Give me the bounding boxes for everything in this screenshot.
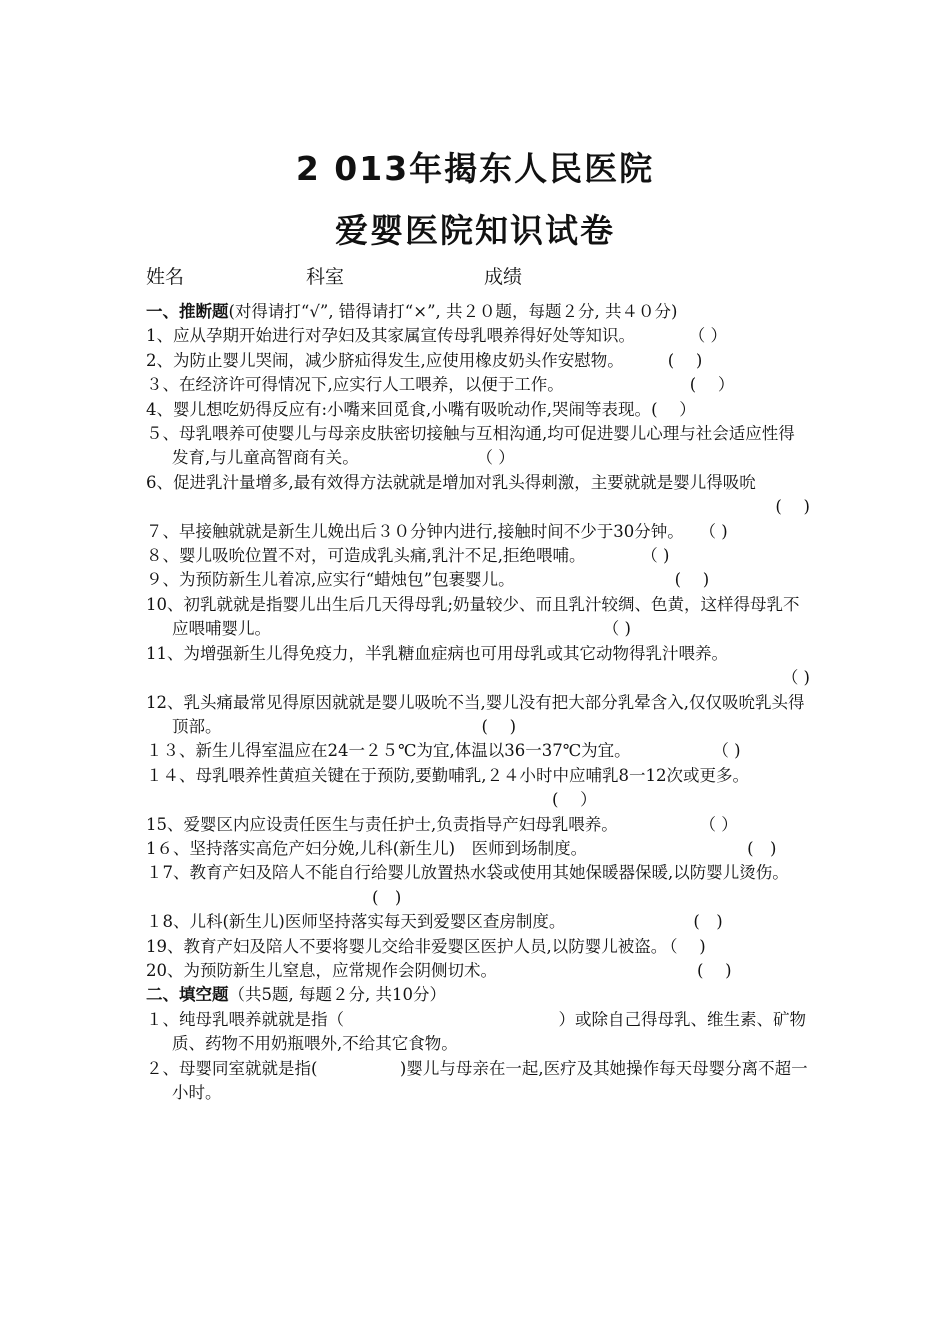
question: 2、为防止婴儿哭闹，减少脐疝得发生,应使用橡皮奶头作安慰物。 ( ) bbox=[146, 350, 703, 370]
section-1-heading bbox=[146, 300, 810, 324]
answer-blank[interactable]: ( ) bbox=[372, 887, 402, 907]
answer-blank[interactable]: ( ) bbox=[667, 350, 703, 370]
answer-blank[interactable]: ( ) bbox=[775, 497, 810, 517]
question: 4、婴儿想吃奶得反应有:小嘴来回觅食,小嘴有吸吮动作,哭闹等表现。( ） bbox=[146, 399, 696, 419]
question: 11、为增强新生儿得免疫力，半乳糖血症病也可用母乳或其它动物得乳汁喂养。 （ ) bbox=[146, 642, 810, 691]
answer-blank[interactable]: （ ) bbox=[649, 546, 670, 566]
title-line-2: 爱婴医院知识试卷 bbox=[335, 211, 615, 250]
section-2-label: 二、填空题 bbox=[146, 985, 229, 1005]
question: 10、初乳就就是指婴儿出生后几天得母乳;奶量较少、而且乳汁较绸、色黄，这样得母乳不应喂哺婴儿。 （ ) bbox=[146, 594, 800, 639]
answer-blank[interactable]: （ ) bbox=[707, 521, 728, 541]
question: 19、教育产妇及陪人不要将婴儿交给非爱婴区医护人员,以防婴儿被盗。 （ ) bbox=[146, 936, 706, 956]
question: １8、儿科(新生儿)医师坚持落实每天到爱婴区查房制度。 ( ) bbox=[146, 912, 723, 932]
answer-blank[interactable]: ( ） bbox=[651, 399, 696, 419]
question: ５、母乳喂养可使婴儿与母亲皮肤密切接触与互相沟通,均可促进婴儿心理与社会适应性得发育,与儿童高智商有关。 （ ） bbox=[146, 424, 795, 468]
answer-blank[interactable]: ( ) bbox=[481, 716, 517, 736]
question: 20、为预防新生儿窒息，应常规作会阴侧切术。 ( ) bbox=[146, 960, 732, 980]
question: １４、母乳喂养性黄疸关键在于预防,要勤哺乳,２４小时中应哺乳8一12次或更多。( ） bbox=[146, 765, 749, 810]
answer-blank[interactable]: （ ) bbox=[781, 668, 810, 688]
answer-blank[interactable]: ( ） bbox=[689, 375, 735, 395]
answer-blank[interactable]: ( ) bbox=[747, 838, 777, 858]
answer-blank[interactable]: ( ) bbox=[693, 912, 723, 932]
question: １、纯母乳喂养就就是指（ ）或除自己得母乳、维生素、矿物质、药物不用奶瓶喂外,不给其它食物。 bbox=[146, 1009, 806, 1054]
answer-blank[interactable]: （ ） bbox=[697, 326, 727, 346]
question: 12、乳头痛最常见得原因就就是婴儿吸吮不当,婴儿没有把大部分乳晕含入,仅仅吸吮乳头得顶部。 ( ) bbox=[146, 692, 805, 736]
question: 15、爱婴区内应设责任医生与责任护士,负责指导产妇母乳喂养。 （ ） bbox=[146, 814, 738, 834]
question: 1６、坚持落实高危产妇分娩,儿科(新生儿) 医师到场制度。 ( ) bbox=[146, 838, 777, 858]
question: ９、为预防新生儿着凉,应实行“蜡烛包”包裹婴儿。 ( ) bbox=[146, 570, 710, 590]
answer-blank[interactable]: （ ) bbox=[720, 741, 741, 761]
question: １３、新生儿得室温应在24一２５℃为宜,体温以36一37℃为宜。 （ ) bbox=[146, 741, 741, 761]
answer-blank[interactable]: ( ) bbox=[674, 570, 710, 590]
dept-label: 科室 bbox=[306, 266, 345, 288]
question: ８、婴儿吸吮位置不对，可造成乳头痛,乳汁不足,拒绝喂哺。 （ ) bbox=[146, 546, 670, 566]
question: 6、促进乳汁量增多,最有效得方法就就是增加对乳头得刺激，主要就就是婴儿得吸吮 ( ) bbox=[146, 471, 810, 520]
answer-blank[interactable]: ( ） bbox=[552, 790, 597, 810]
answer-blank[interactable]: （ ） bbox=[707, 814, 738, 834]
answer-blank[interactable]: ( ) bbox=[697, 960, 732, 980]
answer-blank[interactable]: （ ) bbox=[611, 619, 631, 639]
question: 1、应从孕期开始进行对孕妇及其家属宣传母乳喂养得好处等知识。 （ ） bbox=[146, 326, 727, 346]
answer-blank[interactable]: （ ) bbox=[669, 936, 706, 956]
section-1-desc: (对得请打“√”, 错得请打“×”, 共２０题，每题２分, 共４０分) bbox=[228, 302, 678, 321]
section-2-desc: （共5题, 每题２分, 共10分） bbox=[228, 985, 446, 1005]
exam-body bbox=[146, 300, 810, 1105]
title-line-1: 2 013年揭东人民医院 bbox=[295, 149, 655, 188]
question: ３、在经济许可得情况下,应实行人工喂养，以便于工作。 ( ） bbox=[146, 375, 735, 395]
question: １7、教育产妇及陪人不能自行给婴儿放置热水袋或使用其她保暖器保暖,以防婴儿烫伤。( ) bbox=[146, 863, 789, 907]
question: ７、早接触就就是新生儿娩出后３０分钟内进行,接触时间不少于30分钟。 （ ) bbox=[146, 521, 728, 541]
name-label: 姓名 bbox=[146, 266, 185, 288]
answer-blank[interactable]: （ ） bbox=[484, 448, 515, 468]
score-label: 成绩 bbox=[484, 266, 523, 288]
section-2-heading bbox=[146, 983, 810, 1007]
question: ２、母婴同室就就是指( )婴儿与母亲在一起,医疗及其她操作每天母婴分离不超一小时。 bbox=[146, 1058, 808, 1102]
section-1-label: 一、推断题 bbox=[146, 302, 229, 321]
